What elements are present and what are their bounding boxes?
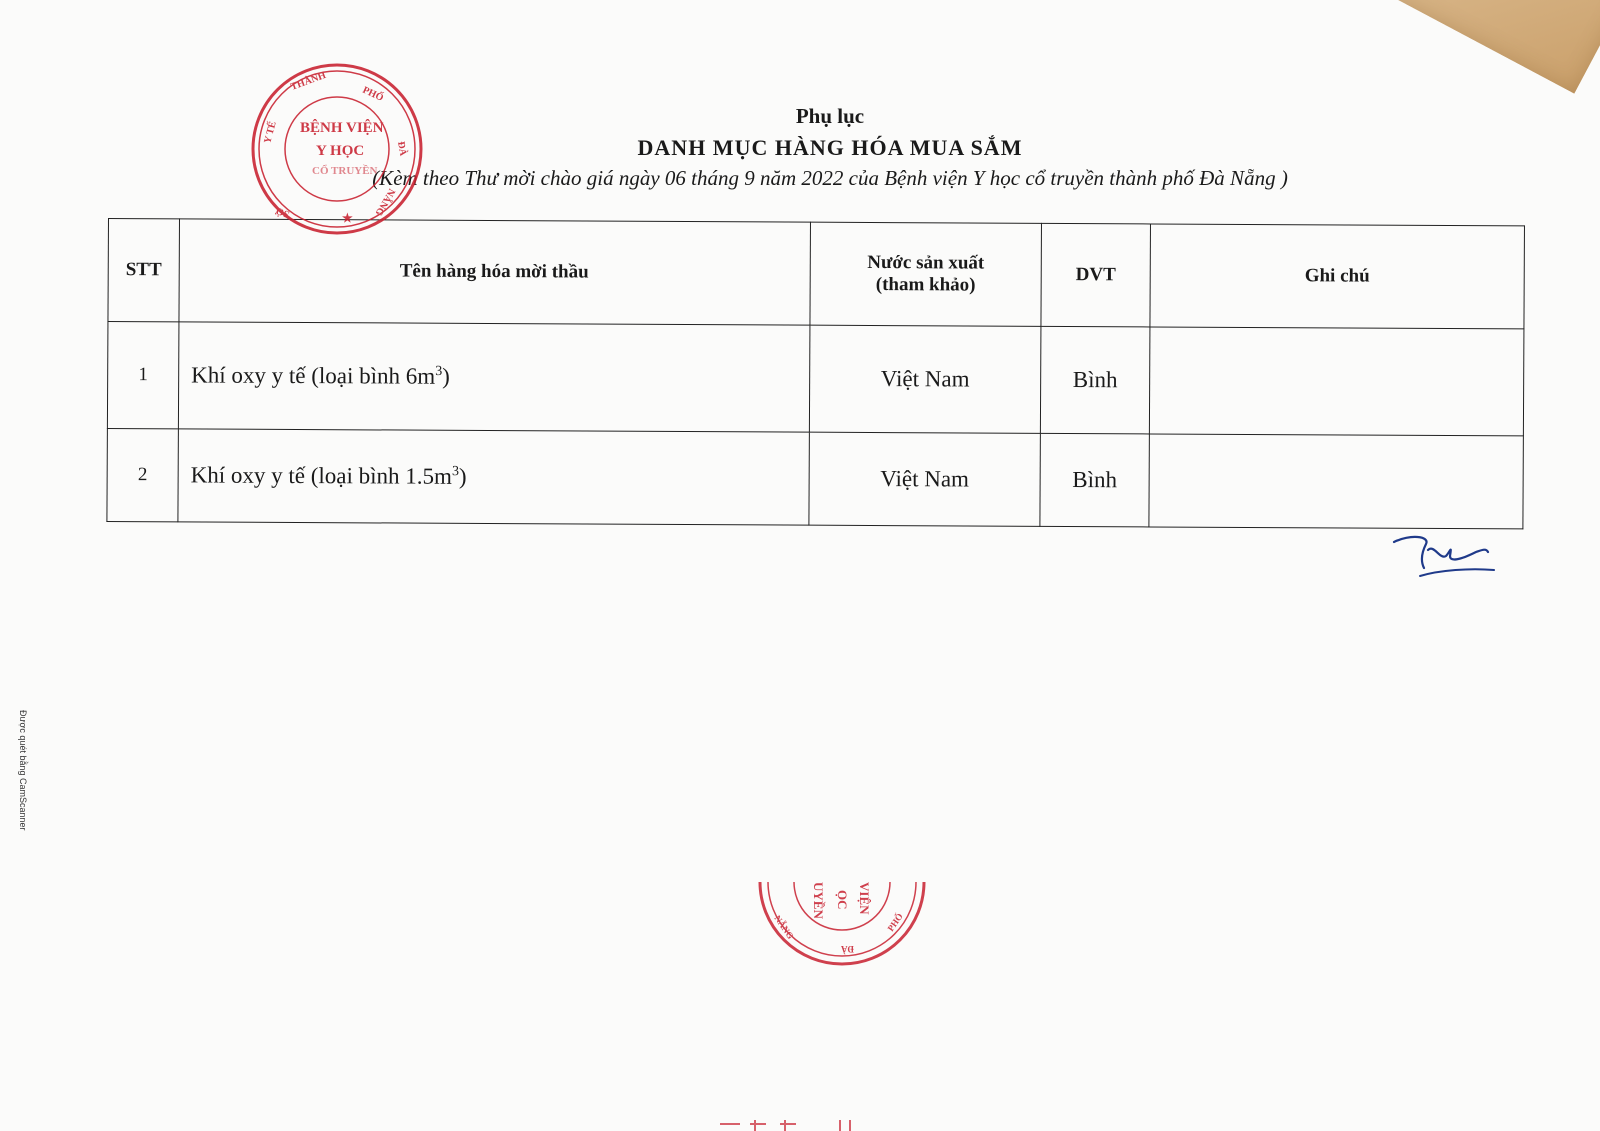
scanner-watermark-text: Được quét bằng CamScanner (18, 710, 28, 831)
seal-line2: Y HỌC (316, 143, 365, 159)
table-row (107, 322, 1524, 436)
partial-seal-stamp (752, 862, 932, 972)
svg-text:ĐÀ: ĐÀ (841, 944, 854, 954)
cell-name (178, 429, 809, 525)
header-origin-line1: Nước sản xuất (867, 251, 985, 274)
cell-stt: 1 (107, 322, 179, 429)
cell-name-text: Khí oxy y tế (loại bình 1.5m (190, 462, 452, 489)
svg-text:PHỐ: PHỐ (885, 911, 905, 934)
wood-table-background (1345, 0, 1600, 94)
cell-name-close: ) (442, 363, 450, 389)
cell-note (1149, 327, 1524, 436)
cell-name-superscript: 3 (451, 464, 459, 480)
svg-text:THÀNH: THÀNH (289, 69, 328, 93)
document-title: DANH MỤC HÀNG HÓA MUA SẮM (637, 135, 1023, 160)
document-subtitle: (Kèm theo Thư mời chào giá ngày 06 tháng 9 năm 2022 của Bệnh viện Y học cổ truyền thành phố Đà Nẵng ) (372, 166, 1288, 190)
goods-table (106, 218, 1525, 529)
handwritten-signature (1390, 530, 1510, 590)
cell-name-superscript: 3 (435, 364, 443, 380)
header-unit: DVT (1041, 223, 1151, 327)
svg-text:PHỐ: PHỐ (360, 84, 386, 104)
svg-text:NẴNG: NẴNG (772, 913, 796, 941)
cell-name-close: ) (458, 463, 467, 489)
cell-unit: Bình (1040, 326, 1150, 434)
header-origin-line2: (tham khảo) (875, 274, 976, 296)
svg-text:UYỀN: UYỀN (811, 882, 826, 919)
header-stt: STT (108, 219, 180, 322)
cell-note (1149, 434, 1523, 529)
cell-unit: Bình (1040, 433, 1149, 527)
svg-text:ĐÀ: ĐÀ (395, 140, 409, 157)
appendix-label: Phụ lục (795, 104, 865, 128)
header-name: Tên hàng hóa mời thầu (179, 219, 811, 325)
seal-line1: BỆNH VIỆN (300, 120, 384, 136)
bottom-edge-marks (700, 1118, 890, 1131)
cell-name (178, 322, 810, 432)
seal-line3: CỔ TRUYỀN (312, 165, 378, 177)
svg-text:Y TẾ: Y TẾ (262, 120, 279, 145)
cell-origin: Việt Nam (809, 432, 1040, 526)
svg-text:VIỆN: VIỆN (857, 882, 872, 915)
svg-text:★: ★ (342, 211, 353, 225)
cell-stt: 2 (107, 428, 178, 521)
hospital-seal-stamp (250, 62, 424, 236)
svg-text:ỌC: ỌC (835, 890, 850, 910)
table-row (107, 428, 1523, 528)
header-note: Ghi chú (1150, 224, 1525, 329)
svg-text:SỞ: SỞ (274, 204, 292, 220)
scanner-watermark (14, 710, 28, 860)
cell-name-text: Khí oxy y tế (loại bình 6m (191, 362, 436, 389)
svg-text:NẴNG: NẴNG (372, 186, 397, 218)
header-origin (810, 222, 1042, 326)
cell-origin: Việt Nam (809, 325, 1041, 433)
